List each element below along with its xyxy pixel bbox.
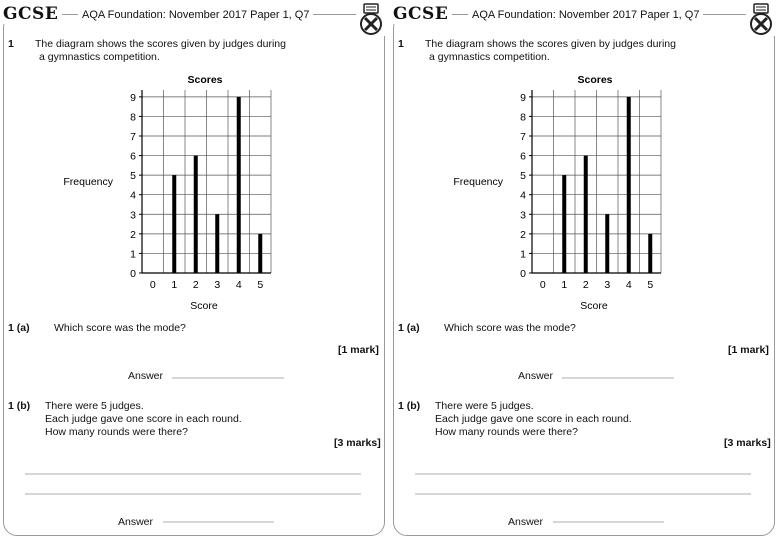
question-part-b-number: 1 (b) [398,400,421,412]
x-tick-label: 2 [582,279,589,291]
gcse-logo: GCSE [393,4,452,24]
x-axis-label: Score [190,300,218,312]
bar-score-3 [605,214,609,273]
question-part-b-number: 1 (b) [8,400,31,412]
x-tick-label: 5 [647,279,654,291]
y-tick-label: 1 [520,248,526,261]
part-b-answer-line[interactable] [553,521,664,523]
part-b-line2: Each judge gave one score in each round. [45,413,242,425]
bar-score-5 [258,234,262,273]
y-tick-label: 9 [520,91,526,104]
y-tick-label: 4 [130,189,136,202]
chart-title: Scores [187,74,223,86]
y-tick-label: 0 [520,268,526,280]
part-a-marks: [1 mark] [728,344,769,356]
scores-bar-chart [55,72,315,317]
y-axis-label: Frequency [453,176,503,188]
bar-score-2 [194,156,198,273]
y-tick-label: 2 [520,228,526,241]
question-part-a-number: 1 (a) [8,322,30,334]
working-line-1[interactable] [25,473,361,475]
header-title: AQA Foundation: November 2017 Paper 1, Q7 [468,9,703,21]
y-tick-label: 8 [520,111,526,124]
y-tick-label: 1 [130,248,136,261]
part-b-marks: [3 marks] [334,437,381,449]
x-tick-label: 3 [214,279,221,291]
part-a-answer-label: Answer [128,370,164,382]
working-line-2[interactable] [25,493,361,495]
part-a-marks: [1 mark] [338,344,379,356]
y-tick-label: 7 [130,130,136,143]
y-tick-label: 5 [130,170,136,183]
y-axis-label: Frequency [63,176,113,188]
x-tick-label: 3 [604,279,611,291]
question-text-line2: a gymnastics competition. [429,51,550,63]
working-line-1[interactable] [415,473,751,475]
x-tick-label: 4 [235,279,242,291]
question-part-a-text: Which score was the mode? [54,322,186,334]
worksheet-panel-right [390,0,780,540]
bar-score-4 [237,97,241,273]
y-tick-label: 6 [130,150,136,163]
x-tick-label: 2 [192,279,199,291]
part-b-answer-label: Answer [118,516,154,528]
y-tick-label: 6 [520,150,526,163]
y-tick-label: 3 [520,209,526,222]
bar-score-4 [627,97,631,273]
bar-score-3 [215,214,219,273]
header-title: AQA Foundation: November 2017 Paper 1, Q7 [78,9,313,21]
part-b-answer-label: Answer [508,516,544,528]
x-axis-label: Score [580,300,608,312]
part-b-line1: There were 5 judges. [45,400,144,412]
x-tick-label: 5 [257,279,264,291]
part-a-answer-label: Answer [518,370,554,382]
y-tick-label: 2 [130,228,136,241]
question-text-line2: a gymnastics competition. [39,51,160,63]
gcse-logo: GCSE [3,4,62,24]
working-line-2[interactable] [415,493,751,495]
x-tick-label: 4 [625,279,632,291]
question-text-line1: The diagram shows the scores given by judges during [35,38,286,50]
question-number: 1 [8,38,14,50]
y-tick-label: 9 [130,91,136,104]
x-tick-label: 1 [171,279,178,291]
question-part-a-number: 1 (a) [398,322,420,334]
bar-score-1 [562,175,566,273]
y-tick-label: 3 [130,209,136,222]
part-b-marks: [3 marks] [724,437,771,449]
bar-score-5 [648,234,652,273]
question-part-a-text: Which score was the mode? [444,322,576,334]
y-tick-label: 4 [520,189,526,202]
no-calculator-icon [746,2,776,36]
part-b-line2: Each judge gave one score in each round. [435,413,632,425]
question-text-line1: The diagram shows the scores given by judges during [425,38,676,50]
x-tick-label: 0 [539,279,546,291]
part-b-line3: How many rounds were there? [435,426,578,438]
y-tick-label: 7 [520,130,526,143]
part-a-answer-line[interactable] [562,377,674,379]
y-tick-label: 8 [130,111,136,124]
part-a-answer-line[interactable] [172,377,284,379]
chart-title: Scores [577,74,613,86]
bar-score-2 [584,156,588,273]
x-tick-label: 0 [149,279,156,291]
question-number: 1 [398,38,404,50]
scores-bar-chart [445,72,705,317]
part-b-line3: How many rounds were there? [45,426,188,438]
no-calculator-icon [356,2,386,36]
part-b-line1: There were 5 judges. [435,400,534,412]
x-tick-label: 1 [561,279,568,291]
y-tick-label: 0 [130,268,136,280]
y-tick-label: 5 [520,170,526,183]
bar-score-1 [172,175,176,273]
part-b-answer-line[interactable] [163,521,274,523]
